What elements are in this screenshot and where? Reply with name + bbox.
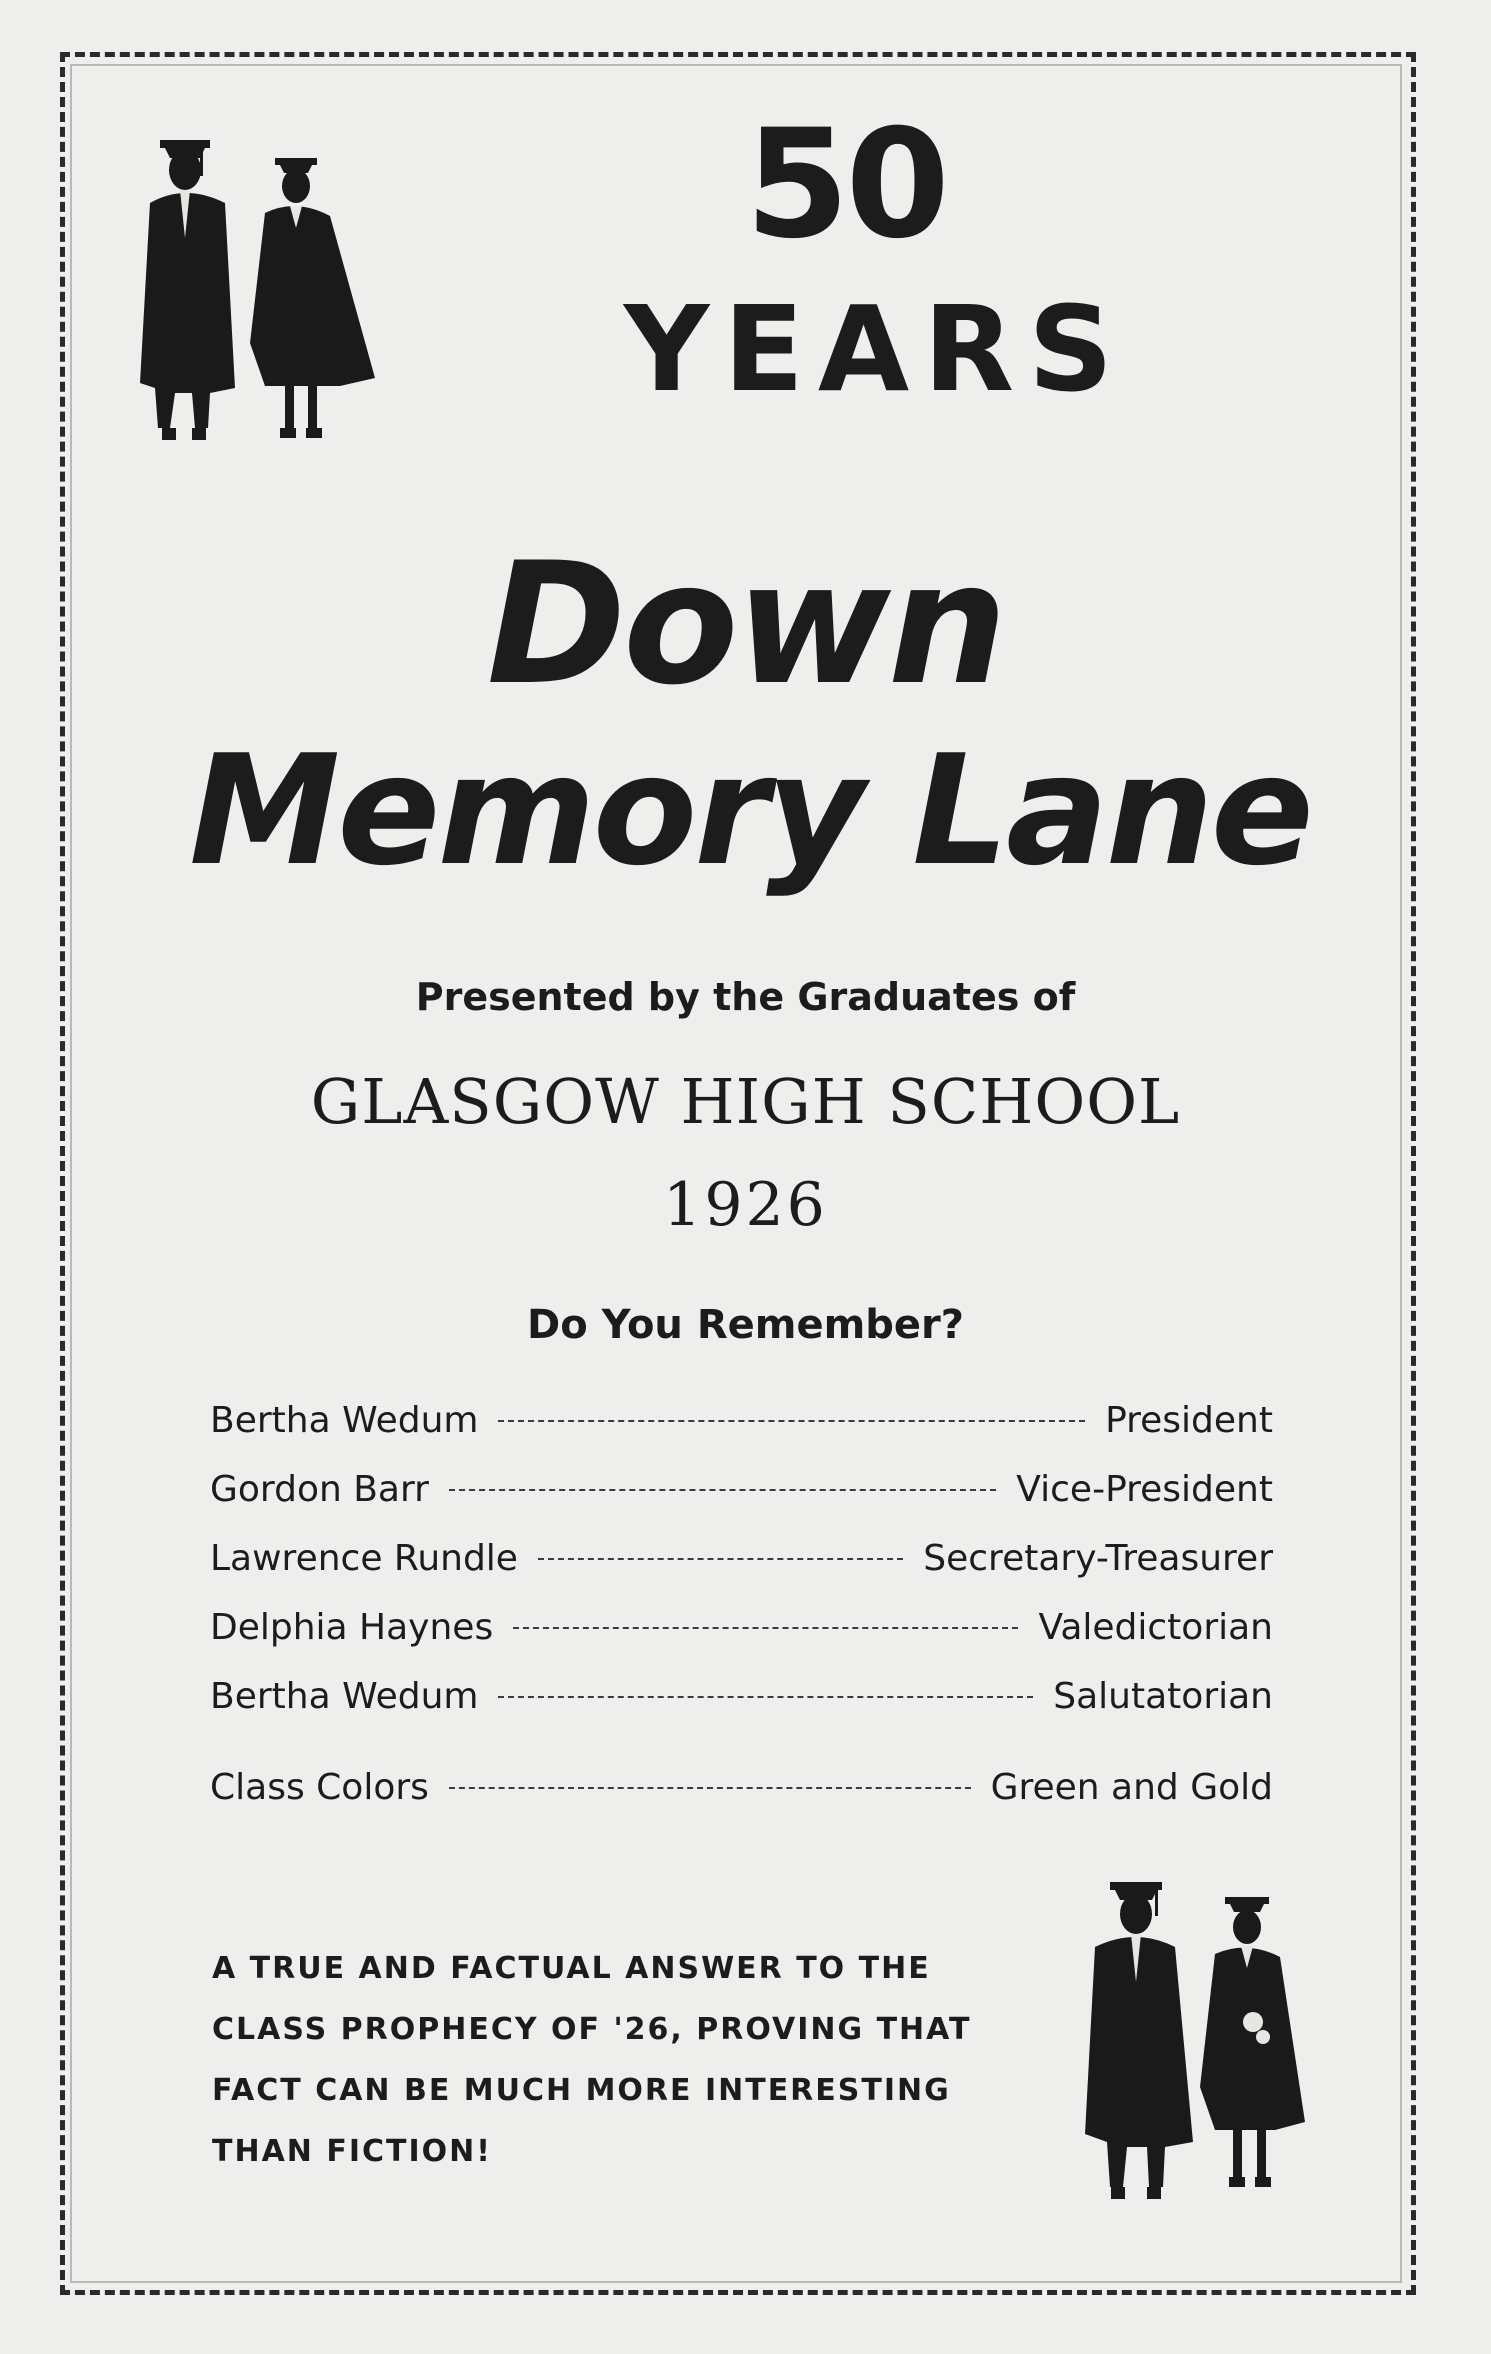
tagline-line: FACT CAN BE MUCH MORE INTERESTING <box>212 2073 951 2108</box>
roster-leader-dots <box>513 1627 1018 1629</box>
class-year: 1926 <box>663 1170 828 1240</box>
tagline <box>212 1938 1012 2182</box>
roster-leader-dots <box>538 1558 903 1560</box>
roster-name: Bertha Wedum <box>210 1400 479 1441</box>
class-roster <box>210 1400 1273 1836</box>
school-name: GLASGOW HIGH SCHOOL <box>310 1065 1181 1138</box>
presented-by: Presented by the Graduates of <box>415 975 1076 1019</box>
roster-leader-dots <box>498 1420 1085 1422</box>
roster-name: Delphia Haynes <box>210 1607 494 1648</box>
heading-memory-lane: Memory Lane <box>189 722 1311 899</box>
roster-row <box>210 1676 1273 1745</box>
roster-leader-dots <box>498 1696 1033 1698</box>
heading-down: Down <box>486 526 1005 722</box>
roster-row <box>210 1538 1273 1607</box>
remember-heading: Do You Remember? <box>527 1302 964 1348</box>
tagline-line: A TRUE AND FACTUAL ANSWER TO THE <box>212 1951 931 1986</box>
tagline-line: CLASS PROPHECY OF '26, PROVING THAT <box>212 2012 972 2047</box>
roster-role: President <box>1105 1400 1273 1441</box>
roster-leader-dots <box>449 1787 971 1789</box>
roster-row <box>210 1767 1273 1836</box>
roster-role: Green and Gold <box>990 1767 1273 1808</box>
roster-role: Secretary-Treasurer <box>923 1538 1273 1579</box>
roster-role: Salutatorian <box>1053 1676 1273 1717</box>
roster-row <box>210 1400 1273 1469</box>
roster-name: Class Colors <box>210 1767 429 1808</box>
roster-name: Lawrence Rundle <box>210 1538 518 1579</box>
roster-row <box>210 1607 1273 1676</box>
roster-name: Gordon Barr <box>210 1469 429 1510</box>
tagline-line: THAN FICTION! <box>212 2134 492 2169</box>
graduates-couple-illustration-bottom <box>1075 1872 1335 2222</box>
roster-leader-dots <box>449 1489 996 1491</box>
heading-years-number: 50 <box>745 98 946 272</box>
roster-role: Vice-President <box>1016 1469 1273 1510</box>
roster-row <box>210 1469 1273 1538</box>
roster-name: Bertha Wedum <box>210 1676 479 1717</box>
heading-years-word: YEARS <box>623 280 1128 418</box>
roster-role: Valedictorian <box>1038 1607 1273 1648</box>
